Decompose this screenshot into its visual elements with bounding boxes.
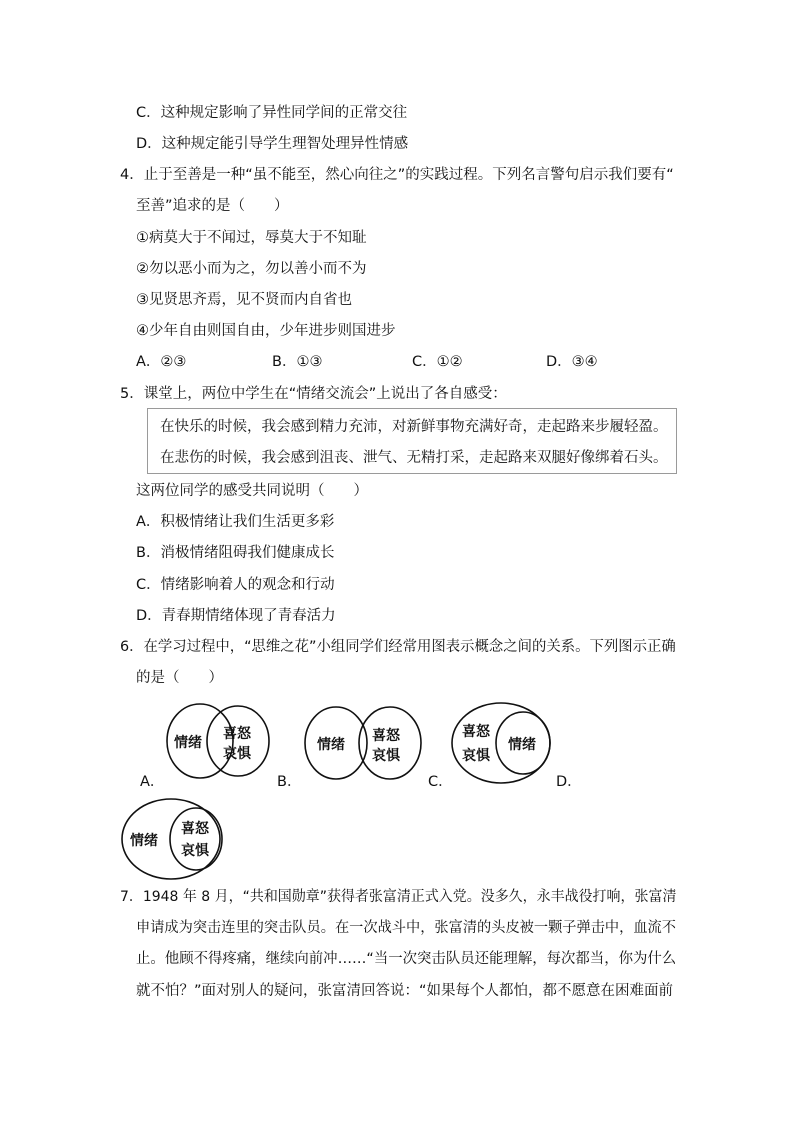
q4-item-3: ③见贤思齐焉，见不贤而内自省也 <box>136 292 352 308</box>
q5-stem-line1: 5．课堂上，两位中学生在“情绪交流会”上说出了各自感受： <box>120 386 507 402</box>
diagram-b-sorrow-text: 哀惧 <box>372 748 400 764</box>
q4-stem-line2: 至善”追求的是（ ） <box>136 198 289 214</box>
diagram-c <box>448 700 560 786</box>
q5-stem-line2: 这两位同学的感受共同说明（ ） <box>136 483 368 499</box>
diagram-d <box>118 796 230 882</box>
q4-stem-line1: 4．止于至善是一种“虽不能至，然心向往之”的实践过程。下列名言警句启示我们要有“ <box>120 167 674 183</box>
q4-option-b: B．①③ <box>272 354 323 370</box>
diagram-b-emotion-text: 情绪 <box>317 737 345 753</box>
diagram-b-joy-text: 喜怒 <box>372 728 400 744</box>
diagram-d-sorrow-text: 哀惧 <box>181 843 209 859</box>
q6-option-d: D． <box>556 774 582 790</box>
q7-line3: 止。他顾不得疼痛，继续向前冲……“当一次突击队员还能理解，每次都当，你为什么 <box>136 951 677 967</box>
q5-option-b: B．消极情绪阻碍我们健康成长 <box>136 545 335 561</box>
q6-stem-line2: 的是（ ） <box>136 670 223 686</box>
diagram-b <box>300 702 430 784</box>
q4-option-d: D．③④ <box>546 354 598 370</box>
q7-line2: 申请成为突击连里的突击队员。在一次战斗中，张富清的头皮被一颗子弹击中，血流不 <box>136 920 676 936</box>
q4-item-1: ①病莫大于不闻过，辱莫大于不知耻 <box>136 230 367 246</box>
q6-option-a: A． <box>140 774 165 790</box>
diagram-d-joy-text: 喜怒 <box>181 821 209 837</box>
q5-quote-2: 在悲伤的时候，我会感到沮丧、泄气、无精打采，走起路来双腿好像绑着石头。 <box>160 450 668 466</box>
q4-option-a: A．②③ <box>136 354 187 370</box>
diagram-d-emotion-text: 情绪 <box>130 833 158 849</box>
diagram-c-sorrow-text: 哀惧 <box>462 748 490 764</box>
diagram-a-joy-text: 喜怒 <box>223 726 251 742</box>
q6-stem-line1: 6．在学习过程中，“思维之花”小组同学们经常用图表示概念之间的关系。下列图示正确 <box>120 639 676 655</box>
diagram-c-emotion-text: 情绪 <box>508 737 536 753</box>
diagram-d-joy-circle <box>170 808 222 870</box>
q5-option-d: D．青春期情绪体现了青春活力 <box>136 608 336 624</box>
q3-option-d: D．这种规定能引导学生理智处理异性情感 <box>136 136 409 152</box>
diagram-a-emotion-text: 情绪 <box>174 735 202 751</box>
q4-option-c: C．①② <box>412 354 463 370</box>
diagram-a-sorrow-text: 哀惧 <box>223 746 251 762</box>
q7-line4: 就不怕？”面对别人的疑问，张富清回答说：“如果每个人都怕，都不愿意在困难面前 <box>136 983 674 999</box>
q4-item-2: ②勿以恶小而为之，勿以善小而不为 <box>136 261 367 277</box>
q7-line1: 7．1948 年 8 月，“共和国勋章”获得者张富清正式入党。没多久，永丰战役打响，张富清 <box>120 889 677 905</box>
q6-option-b: B． <box>277 774 302 790</box>
q4-item-4: ④少年自由则国自由，少年进步则国进步 <box>136 323 396 339</box>
q5-option-a: A．积极情绪让我们生活更多彩 <box>136 514 335 530</box>
q6-option-c: C． <box>428 774 453 790</box>
q5-option-c: C．情绪影响着人的观念和行动 <box>136 577 335 593</box>
diagram-a <box>160 700 280 782</box>
diagram-c-joy-text: 喜怒 <box>462 724 490 740</box>
q5-quote-1: 在快乐的时候，我会感到精力充沛，对新鲜事物充满好奇，走起路来步履轻盈。 <box>160 419 668 435</box>
q3-option-c: C．这种规定影响了异性同学间的正常交往 <box>136 105 408 121</box>
